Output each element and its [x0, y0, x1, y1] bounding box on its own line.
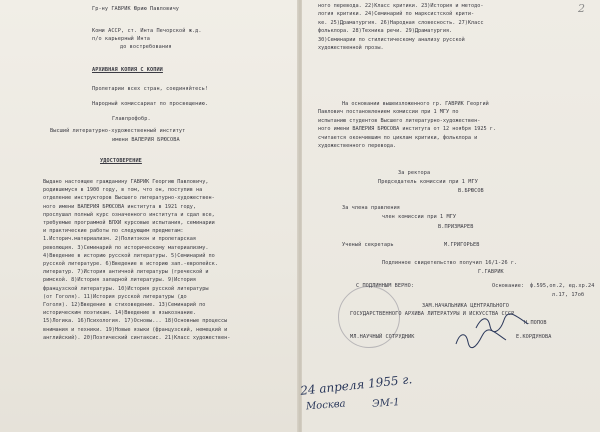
body-line: и практические работы по следующим предметам:: [43, 228, 184, 235]
handwritten-city: Москва: [305, 398, 346, 413]
document-page-right: [299, 0, 600, 432]
body-line: 1.Историч.материализм. 2)Политэкон и пролетарская: [43, 236, 197, 243]
slogan: Пролетарии всех стран, соединяйтесь!: [92, 86, 209, 92]
handwritten-date: 24 апреля 1955 г.: [299, 372, 413, 398]
document-page-left: [0, 0, 298, 432]
archive-copy-heading: АРХИВНАЯ КОПИЯ С КОПИИ: [92, 67, 163, 73]
decision-line: испытанию студентов Высшего литературно-художествен-: [318, 117, 481, 124]
body-line: 4)Введение в историю русской литературы. 5)Семинарий по: [43, 252, 215, 259]
commission-chair: Председатель комиссии при 1 МГУ: [378, 179, 478, 185]
body-line: английский). 20)Поэтический синтаксис. 21)Класс художествен-: [43, 334, 231, 341]
board-member-label: За члена правления: [342, 205, 401, 211]
basis-ref-2: л.17, 17об: [552, 292, 585, 298]
body-line: ного имени ВАЛЕРИЯ БРЮСОВА института в 1921 году,: [43, 203, 197, 210]
institute-line-2: имени ВАЛЕРИЯ БРЮСОВА: [112, 137, 180, 143]
body-line: революция. 3)Семинарий по историческому материализму.: [43, 244, 209, 251]
body-line: родившемуся в 1900 году, в том, что он, поступив на: [43, 187, 203, 194]
subjects-line: художественной прозы.: [318, 45, 384, 52]
basis-label: Основание:: [492, 283, 525, 289]
body-line: 15)Логика. 16)Психология. 17)Основы... 18)Основные процессы: [43, 318, 228, 325]
body-line: требуемые программой ВЛХИ курсовые испытания, семинарии: [43, 220, 215, 227]
basis-ref-1: ф.595,оп.2, ед.хр.24: [530, 283, 595, 289]
researcher-label: МЛ.НАУЧНЫЙ СОТРУДНИК: [350, 334, 415, 340]
body-line: внимания и техники. 19)Новые языки (французский, немецкий и: [43, 326, 228, 333]
subjects-line: логия критики. 24)Семинарий по марксистской крити-: [318, 11, 475, 18]
body-line: отделение инструкторов Высшего литературно-художествен-: [43, 195, 215, 202]
true-copy: С ПОДЛИННЫМ ВЕРНО:: [356, 283, 415, 289]
secretary-name: М.ГРИГОРЬЕВ: [444, 242, 480, 248]
address-line-1: Коми АССР, ст. Инта Печорской ж.д.: [92, 28, 202, 34]
decision-line: ного имени ВАЛЕРИЯ БРЮСОВА института от 12 ноября 1925 г.: [318, 126, 497, 133]
archive-head-name: Н.ПОПОВ: [524, 320, 547, 326]
body-line: литератур. 7)История античной литературы (греческой и: [43, 269, 209, 276]
address-line-3: до востребования: [120, 44, 172, 50]
archive-head-title-1: ЗАМ.НАЧАЛЬНИКА ЦЕНТРАЛЬНОГО: [422, 303, 510, 309]
commissariat: Народный комиссариат по просвещению.: [92, 101, 209, 107]
handwritten-ref: ЭМ-1: [371, 397, 400, 410]
archive-head-title-2: ГОСУДАРСТВЕННОГО АРХИВА ЛИТЕРАТУРЫ И ИСКУССТВА СССР: [350, 311, 515, 317]
body-line: Гоголя). 12)Введение в стиховедение. 13)Семинарий по: [43, 302, 206, 309]
body-line: (от Гоголя). 11)История русской литературы (до: [43, 293, 187, 300]
page-number: 2: [578, 2, 585, 15]
decision-line: считается окончившим по циклам критики, фольклора и: [318, 134, 478, 141]
institute-line-1: Высший литературно-художественный институт: [50, 128, 186, 134]
subjects-line: фольклора. 28)Техника речи. 29)Драматургия.: [318, 28, 453, 35]
subjects-line: 30)Семинарии по стилистическому анализу русской: [318, 36, 465, 43]
decision-line: художественного перевода.: [318, 143, 397, 150]
researcher-name: Е.КОРДУНОВА: [516, 334, 552, 340]
member-name: В.ПРИЗМАРЕВ: [438, 224, 474, 230]
subjects-continued: [318, 2, 484, 52]
original-received: Подлинное свидетельство получил 16/1-26 г.: [382, 260, 518, 266]
body-line: прослушал полный курс означенного института и сдал все,: [43, 211, 215, 218]
body-line: историческим поэтикам. 14)Введение в языкознание.: [43, 310, 197, 317]
body-line: римской. 8)История западной литературы. 9)История: [43, 277, 197, 284]
subjects-line: ке. 25)Драматургия. 26)Народная словесность. 27)Класс: [318, 19, 484, 26]
certificate-title: УДОСТОВЕРЕНИЕ: [100, 158, 142, 164]
researcher-signature: [452, 326, 512, 350]
subjects-line: ного перевода. 22)Класс критики. 23)История и методо-: [318, 3, 484, 9]
secretary-label: Ученый секретарь: [342, 242, 394, 248]
chair-name: В.БРЮСОВ: [458, 188, 484, 194]
address-line-2: п/о карьерный Инта: [92, 36, 151, 42]
commission-member: член комиссии при 1 МГУ: [382, 214, 457, 220]
certificate-body: [43, 178, 230, 342]
rector-label: За ректора: [398, 170, 431, 176]
decision-line: На основании вышеизложенного гр. ГАВРИК Георгий: [342, 101, 489, 107]
decision-paragraph: [318, 100, 496, 150]
body-line: Выдано настоящее гражданину ГАВРИК Георгию Павловичу,: [43, 179, 209, 185]
body-line: русской литературе. 6)Введение в историю зап.-европейск.: [43, 261, 218, 268]
decision-line: Павлович постановлением комиссии при 1 МГУ по: [318, 109, 459, 116]
glavprofobr: Главпрофобр.: [112, 116, 151, 122]
body-line: французской литературы. 10)История русской литературы: [43, 285, 209, 292]
received-by: Г.ГАВРИК: [478, 269, 504, 275]
addressee: Гр-ну ГАВРИК Юрию Павловичу: [92, 6, 180, 12]
